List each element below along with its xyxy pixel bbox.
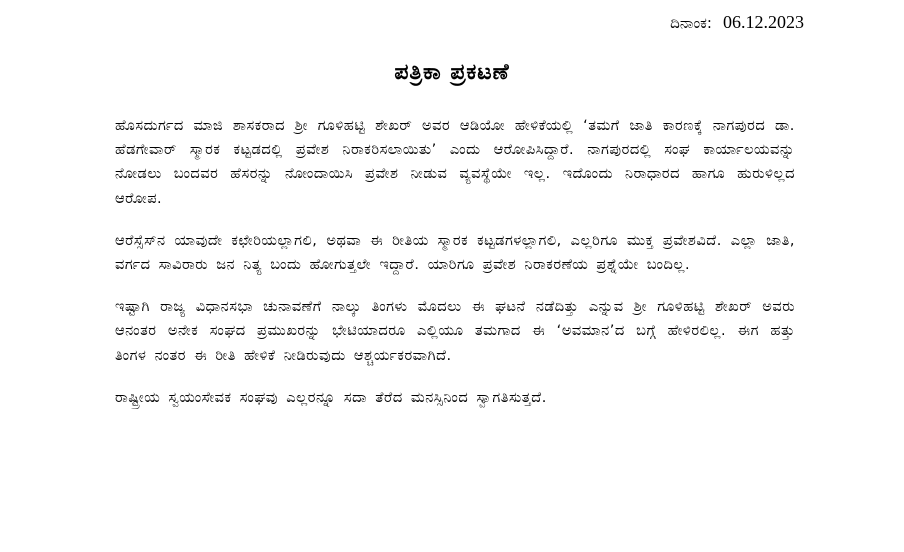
date-value: 06.12.2023: [723, 12, 804, 32]
document-title: ಪತ್ರಿಕಾ ಪ್ರಕಟಣೆ: [394, 60, 510, 85]
date-line: [670, 12, 804, 33]
document-body: [115, 114, 795, 428]
paragraph-3: ಇಷ್ಟಾಗಿ ರಾಜ್ಯ ವಿಧಾನಸಭಾ ಚುನಾವಣೆಗೆ ನಾಲ್ಕು ತಿಂಗಳು ಮೊದಲು ಈ ಘಟನೆ ನಡೆದಿತ್ತು ಎನ್ನುವ ಶ್ರೀ ಗೂಳಿಹಟ್ಟಿ ಶೇಖರ್ ಅವರು ಆನಂತರ ಅನೇಕ ಸಂಘದ ಪ್ರಮುಖರನ್ನು ಭೇಟಿಯಾದರೂ ಎಲ್ಲಿಯೂ ತಮಗಾದ ಈ ‘ಅವಮಾನ’ದ ಬಗ್ಗೆ ಹೇಳಿರಲಿಲ್ಲ. ಈಗ ಹತ್ತು ತಿಂಗಳ ನಂತರ ಈ ರೀತಿ ಹೇಳಿಕೆ ನೀಡಿರುವುದು ಆಶ್ಚರ್ಯಕರವಾಗಿದೆ.: [115, 299, 795, 364]
paragraph-4: ರಾಷ್ಟ್ರೀಯ ಸ್ವಯಂಸೇವಕ ಸಂಘವು ಎಲ್ಲರನ್ನೂ ಸದಾ ತೆರೆದ ಮನಸ್ಸಿನಿಂದ ಸ್ವಾಗತಿಸುತ್ತದೆ.: [115, 389, 547, 406]
paragraph-2: ಆರೆಸ್ಸೆಸ್‌ನ ಯಾವುದೇ ಕಛೇರಿಯಲ್ಲಾಗಲಿ, ಅಥವಾ ಈ ರೀತಿಯ ಸ್ಮಾರಕ ಕಟ್ಟಡಗಳಲ್ಲಾಗಲಿ, ಎಲ್ಲರಿಗೂ ಮುಕ್ತ ಪ್ರವೇಶವಿದೆ. ಎಲ್ಲಾ ಜಾತಿ, ವರ್ಗದ ಸಾವಿರಾರು ಜನ ನಿತ್ಯ ಬಂದು ಹೋಗುತ್ತಲೇ ಇದ್ದಾರೆ. ಯಾರಿಗೂ ಪ್ರವೇಶ ನಿರಾಕರಣೆಯ ಪ್ರಶ್ನೆಯೇ ಬಂದಿಲ್ಲ.: [115, 232, 795, 274]
paragraph-1: ಹೊಸದುರ್ಗದ ಮಾಜಿ ಶಾಸಕರಾದ ಶ್ರೀ ಗೂಳಿಹಟ್ಟಿ ಶೇಖರ್ ಅವರ ಆಡಿಯೋ ಹೇಳಿಕೆಯಲ್ಲಿ ‘ತಮಗೆ ಜಾತಿ ಕಾರಣಕ್ಕೆ ನಾಗಪುರದ ಡಾ. ಹೆಡಗೇವಾರ್ ಸ್ಮಾರಕ ಕಟ್ಟಡದಲ್ಲಿ ಪ್ರವೇಶ ನಿರಾಕರಿಸಲಾಯಿತು’ ಎಂದು ಆರೋಪಿಸಿದ್ದಾರೆ. ನಾಗಪುರದಲ್ಲಿ ಸಂಘ ಕಾರ್ಯಾಲಯವನ್ನು ನೋಡಲು ಬಂದವರ ಹೆಸರನ್ನು ನೋಂದಾಯಿಸಿ ಪ್ರವೇಶ ನೀಡುವ ವ್ಯವಸ್ಥೆಯೇ ಇಲ್ಲ. ಇದೊಂದು ನಿರಾಧಾರದ ಹಾಗೂ ಹುರುಳಿಲ್ಲದ ಆರೋಪ.: [115, 118, 795, 207]
date-label: ದಿನಾಂಕ:: [670, 14, 712, 32]
